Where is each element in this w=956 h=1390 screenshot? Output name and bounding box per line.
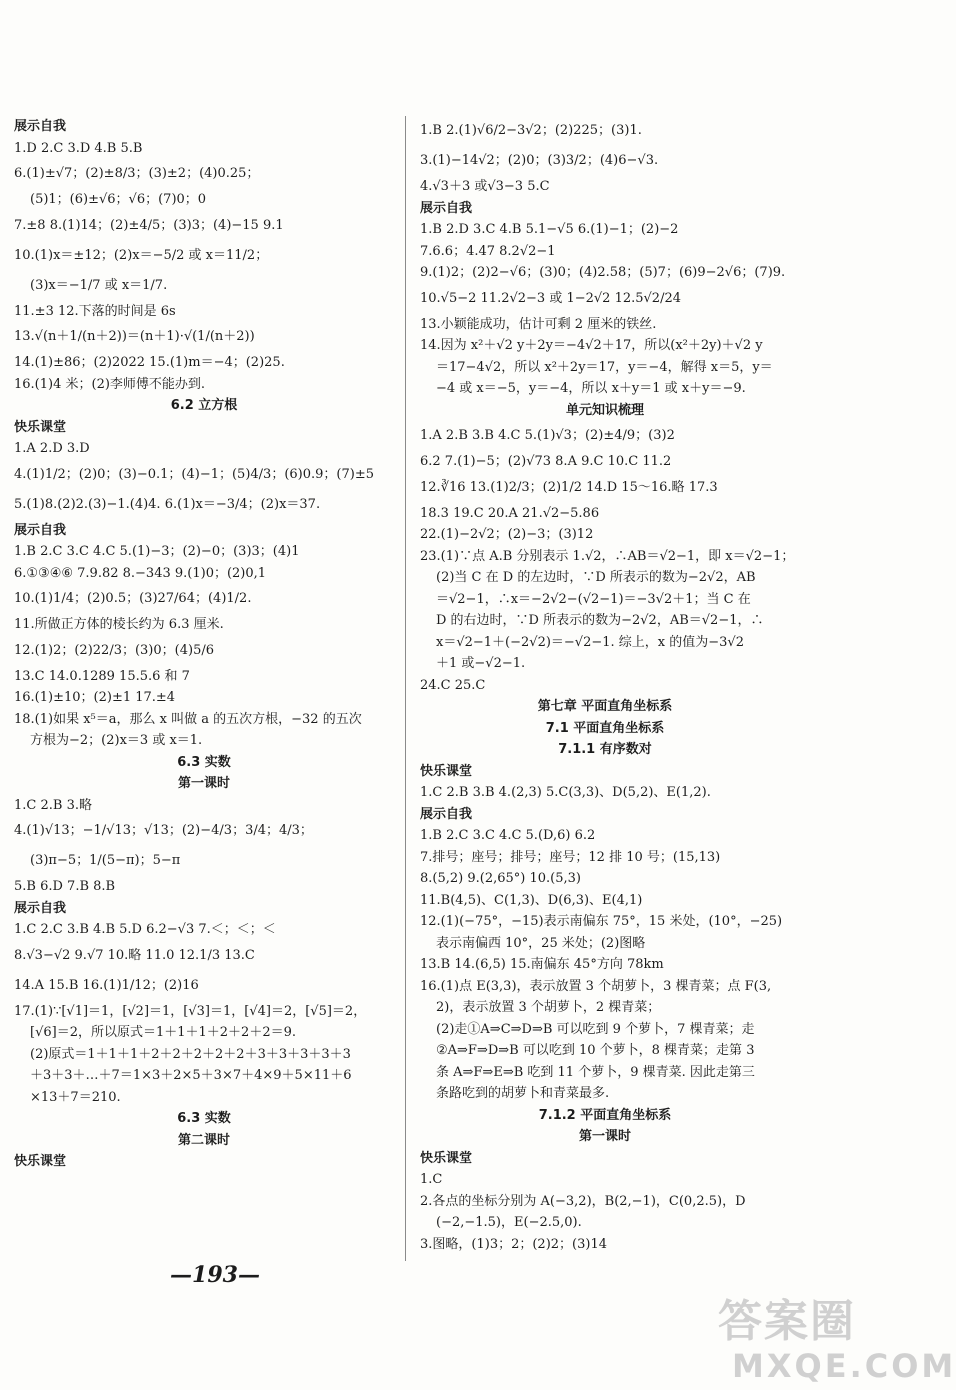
answer-line: 12.(1)2；(2)22/3；(3)0；(4)5/6 <box>14 642 214 658</box>
answer-line: 14.(1)±86；(2)2022 15.(1)m＝−4；(2)25. <box>14 355 285 370</box>
answer-line: −4 或 x＝−5，y＝−4，所以 x＋y＝1 或 x＋y＝−9. <box>436 381 746 396</box>
answer-line: 12.(1)(−75°，−15)表示南偏东 75°，15 米处，(10°，−25) <box>420 914 783 929</box>
section-label: 快乐课堂 <box>420 1150 473 1166</box>
answer-line: 1.B 2.D 3.C 4.B 5.1−√5 6.(1)−1；(2)−2 <box>420 222 679 237</box>
answer-line: 13.小颖能成功，估计可剩 2 厘米的铁丝. <box>420 316 657 332</box>
section-label: 快乐课堂 <box>14 1154 67 1169</box>
section-heading: 6.3 实数 <box>177 1111 231 1126</box>
answer-line: 14.A 15.B 16.(1)1/12；(2)16 <box>14 977 199 993</box>
section-label: 展示自我 <box>14 119 67 134</box>
section-heading: 第二课时 <box>177 1132 230 1148</box>
answer-line: 13.B 14.(6,5) 15.南偏东 45°方向 78km <box>420 957 664 972</box>
answer-line: x＝√2−1＋(−2√2)＝−√2−1. 综上，x 的值为−3√2 <box>436 634 744 650</box>
answer-line: 7.±8 8.(1)14；(2)±4/5；(3)3；(4)−15 9.1 <box>14 217 284 233</box>
answer-line: 10.(1)1/4；(2)0.5；(3)27/64；(4)1/2. <box>14 591 252 606</box>
section-heading: 单元知识梳理 <box>565 402 644 418</box>
answer-line: 8.√3−√2 9.√7 10.略 11.0 12.1/3 13.C <box>14 947 255 963</box>
right-column <box>420 116 795 1255</box>
answer-line: 6.(1)±√7；(2)±8/3；(3)±2；(4)0.25； <box>14 166 260 181</box>
watermark-logo <box>718 1296 956 1388</box>
answer-line: [√6]＝2，所以原式＝1＋1＋1＋2＋2＋2＝9. <box>30 1025 296 1040</box>
answer-line: 3.图略，(1)3；2；(2)2；(3)14 <box>420 1236 608 1252</box>
section-heading: 7.1 平面直角坐标系 <box>545 720 665 736</box>
answer-line: 2.各点的坐标分别为 A(−3,2)，B(2,−1)，C(0,2.5)，D <box>420 1193 746 1209</box>
answer-line: 17.(1)∵[√1]＝1，[√2]＝1，[√3]＝1，[√4]＝2，[√5]＝2， <box>14 1003 367 1019</box>
answer-line: (3)x＝−1/7 或 x＝1/7. <box>30 277 168 293</box>
answer-line: ＝√2−1，∴x＝−2√2−(√2−1)＝−3√2＋1；当 C 在 <box>436 591 751 607</box>
answer-line: 1.A 2.B 3.B 4.C 5.(1)√3；(2)±4/9；(3)2 <box>420 428 675 443</box>
answer-line: 16.(1)4 米；(2)李师傅不能办到. <box>14 376 206 392</box>
answer-line: 6.①③④⑥ 7.9.82 8.−343 9.(1)0；(2)0,1 <box>14 565 267 581</box>
answer-line: 16.(1)点 E(3,3)，表示放置 3 个胡萝卜，3 棵青菜；点 F(3, <box>420 978 772 994</box>
section-heading: 7.1.1 有序数对 <box>558 742 652 757</box>
answer-line: 7.6.6；4.47 8.2√2−1 <box>420 243 556 259</box>
answer-line: ×13＋7＝210. <box>30 1089 121 1105</box>
section-heading: 第一课时 <box>578 1129 631 1144</box>
answer-line: (3)π−5；1/(5−π)；5−π <box>30 853 181 868</box>
answer-line: 10.(1)x＝±12；(2)x＝−5/2 或 x＝11/2； <box>14 247 269 263</box>
answer-line: 1.B 2.(1)√6/2−3√2；(2)225；(3)1. <box>420 123 642 138</box>
section-label: 快乐课堂 <box>420 763 473 779</box>
answer-line: 11.所做正方体的棱长约为 6.3 厘米. <box>14 617 224 632</box>
answer-line: ＋1 或−√2−1. <box>436 656 526 671</box>
answer-line: 4.(1)1/2；(2)0；(3)−0.1；(4)−1；(5)4/3；(6)0.9；(7)±5 <box>14 466 374 482</box>
answer-line: 14.因为 x²＋√2 y＋2y＝−4√2＋17，所以(x²＋2y)＋√2 y <box>420 338 763 353</box>
answer-line: 4.(1)√13；−1/√13；√13；(2)−4/3；3/4；4/3； <box>14 823 313 838</box>
answer-line: 22.(1)−2√2；(2)−3；(3)12 <box>420 527 594 542</box>
answer-line: (5)1；(6)±√6；√6；(7)0；0 <box>30 192 207 207</box>
section-label: 展示自我 <box>420 200 473 216</box>
answer-line: 24.C 25.C <box>420 677 486 693</box>
section-label: 快乐课堂 <box>14 419 67 435</box>
answer-line: 10.√5−2 11.2√2−3 或 1−2√2 12.5√2/24 <box>420 290 681 306</box>
answer-line: 1.C 2.C 3.B 4.B 5.D 6.2−√3 7.＜；＜；＜ <box>14 922 276 937</box>
answer-line: 7.排号；座号；排号；座号；12 排 10 号；(15,13) <box>420 849 721 865</box>
left-column <box>14 116 394 1173</box>
answer-line: 3.(1)−14√2；(2)0；(3)3/2；(4)6−√3. <box>420 153 659 168</box>
section-heading: 第一课时 <box>177 776 230 791</box>
answer-line: 1.B 2.C 3.C 4.C 5.(D,6) 6.2 <box>420 828 596 843</box>
answer-line: 2)，表示放置 3 个胡萝卜，2 棵青菜； <box>436 1000 661 1015</box>
answer-line: 13.C 14.0.1289 15.5.6 和 7 <box>14 668 190 684</box>
answer-line: 18.3 19.C 20.A 21.√2−5.86 <box>420 505 600 521</box>
section-heading: 6.2 立方根 <box>170 398 238 413</box>
watermark-cn: 答案圈 <box>718 1296 856 1347</box>
answer-line: 1.C 2.B 3.略 <box>14 797 92 813</box>
answer-line: (2)当 C 在 D 的左边时，∵D 所表示的数为−2√2，AB <box>436 570 756 585</box>
answer-line: 条 A⇒F⇒E⇒B 吃到 11 个萝卜，9 棵青菜. 因此走第三 <box>436 1064 755 1080</box>
answer-line: 方根为−2；(2)x＝3 或 x＝1. <box>30 733 203 748</box>
answer-line: 9.(1)2；(2)2−√6；(3)0；(4)2.58；(5)7；(6)9−2√6；(7)9. <box>420 265 786 280</box>
section-heading: 第七章 平面直角坐标系 <box>537 699 673 714</box>
answer-line: 8.(5,2) 9.(2,65°) 10.(5,3) <box>420 871 581 886</box>
answer-line: (2)原式＝1＋1＋1＋2＋2＋2＋2＋2＋3＋3＋3＋3＋3 <box>30 1046 351 1062</box>
answer-line: 1.A 2.D 3.D <box>14 441 90 456</box>
page-number: —193— <box>170 1262 260 1288</box>
section-heading: 6.3 实数 <box>177 754 231 770</box>
answer-line: 13.√(n＋1/(n＋2))＝(n＋1)·√(1/(n＋2)) <box>14 329 255 344</box>
answer-line: 表示南偏西 10°，25 米处；(2)图略 <box>436 935 646 951</box>
answer-line: 4.√3＋3 或√3−3 5.C <box>420 179 550 194</box>
answer-line: ＝17−4√2，所以 x²＋2y＝17，y＝−4，解得 x＝5，y＝ <box>436 359 773 375</box>
answer-line: 1.C <box>420 1172 443 1187</box>
section-label: 展示自我 <box>420 806 473 822</box>
answer-line: 6.2 7.(1)−5；(2)√73 8.A 9.C 10.C 11.2 <box>420 454 672 469</box>
answer-line: 11.±3 12.下落的时间是 6s <box>14 303 176 319</box>
answer-line: 16.(1)±10；(2)±1 17.±4 <box>14 690 176 705</box>
answer-line: 1.C 2.B 3.B 4.(2,3) 5.C(3,3)、D(5,2)、E(1,2). <box>420 785 711 800</box>
answer-line: 5.B 6.D 7.B 8.B <box>14 879 116 894</box>
answer-line: (−2,−1.5)，E(−2.5,0). <box>436 1215 582 1230</box>
answer-line: 条路吃到的胡萝卜和青菜最多. <box>436 1086 610 1101</box>
section-label: 展示自我 <box>14 522 67 538</box>
watermark-en: MXQE.COM <box>732 1347 956 1385</box>
answer-line: (2)走①A⇒C⇒D⇒B 可以吃到 9 个萝卜，7 棵青菜；走 <box>436 1021 755 1037</box>
answer-line: ＋3＋3＋…＋7＝1×3＋2×5＋3×7＋4×9＋5×11＋6 <box>30 1068 352 1083</box>
answer-line: 1.D 2.C 3.D 4.B 5.B <box>14 140 143 156</box>
section-label: 展示自我 <box>14 900 67 916</box>
answer-line: 5.(1)8.(2)2.(3)−1.(4)4. 6.(1)x＝−3/4；(2)x＝37. <box>14 496 321 512</box>
column-divider <box>405 116 406 1261</box>
answer-line: 1.B 2.C 3.C 4.C 5.(1)−3；(2)−0；(3)3；(4)1 <box>14 544 300 559</box>
section-heading: 7.1.2 平面直角坐标系 <box>538 1107 672 1123</box>
answer-line: ②A⇒F⇒D⇒B 可以吃到 10 个萝卜，8 棵青菜；走第 3 <box>436 1043 755 1058</box>
answer-line: D 的右边时，∵D 所表示的数为−2√2，AB＝√2−1，∴ <box>436 613 764 628</box>
answer-line: 11.B(4,5)、C(1,3)、D(6,3)、E(4,1) <box>420 892 643 908</box>
answer-line: 18.(1)如果 x⁵＝a，那么 x 叫做 a 的五次方根，−32 的五次 <box>14 711 362 727</box>
answer-line: 12.∛16 13.(1)2/3；(2)1/2 14.D 15～16.略 17.3 <box>420 479 718 495</box>
answer-line: 23.(1)∵点 A.B 分别表示 1.√2，∴AB＝√2−1，即 x＝√2−1； <box>420 548 795 564</box>
